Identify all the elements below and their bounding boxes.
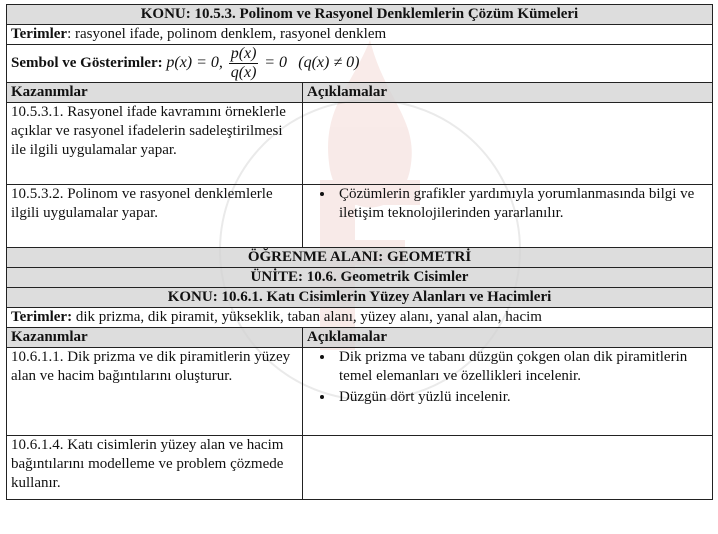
explanation-cell <box>303 185 713 248</box>
column-header-explanations: Açıklamalar <box>303 328 713 348</box>
unit-header: ÜNİTE: 10.6. Geometrik Cisimler <box>7 268 713 288</box>
explanation-cell <box>303 103 713 185</box>
terms-text: : rasyonel ifade, polinom denklem, rasyonel denklem <box>67 26 387 42</box>
symbols-row <box>7 45 713 83</box>
column-header-outcomes: Kazanımlar <box>7 328 303 348</box>
fraction-denominator: q(x) <box>230 64 257 81</box>
learning-area-header: ÖĞRENME ALANI: GEOMETRİ <box>7 248 713 268</box>
outcome-cell: 10.6.1.4. Katı cisimlerin yüzey alan ve hacim bağıntılarını modelleme ve problem çözmede kullanır. <box>7 436 303 500</box>
outcome-cell: 10.5.3.2. Polinom ve rasyonel denklemlerle ilgili uygulamalar yapar. <box>7 185 303 248</box>
outcome-cell: 10.6.1.1. Dik prizma ve dik piramitlerin yüzey alan ve hacim bağıntılarını oluşturur. <box>7 348 303 436</box>
column-header-explanations: Açıklamalar <box>303 83 713 103</box>
curriculum-table <box>6 4 713 500</box>
symbols-label: Sembol ve Gösterimler: <box>11 54 163 71</box>
symbols-fraction <box>229 45 259 82</box>
symbols-eq2: = 0 <box>264 53 287 71</box>
fraction-numerator: p(x) <box>230 45 257 62</box>
terms-row <box>7 308 713 328</box>
symbols-eq1: p(x) = 0, <box>166 53 223 71</box>
explanation-item: • Çözümlerin grafikler yardımıyla yorumlanmasında bilgi ve iletişim teknolojilerinden yararlanılır. <box>335 185 708 223</box>
terms-label: Terimler <box>11 26 68 42</box>
symbols-condition: (q(x) ≠ 0) <box>298 53 360 71</box>
explanation-item: • Dik prizma ve tabanı düzgün çokgen olan dik piramitlerin temel elemanları ve özellikleri incelenir. <box>335 348 708 386</box>
terms-text: dik prizma, dik piramit, yükseklik, taban alanı, yüzey alanı, yanal alan, hacim <box>72 309 542 325</box>
explanation-cell <box>303 348 713 436</box>
column-header-outcomes: Kazanımlar <box>7 83 303 103</box>
explanation-cell <box>303 436 713 500</box>
terms-row <box>7 25 713 45</box>
outcome-cell: 10.5.3.1. Rasyonel ifade kavramını örneklerle açıklar ve rasyonel ifadelerin sadeleştirilmesi ile ilgili uygulamalar yapar. <box>7 103 303 185</box>
topic-header: KONU: 10.6.1. Katı Cisimlerin Yüzey Alanları ve Hacimleri <box>7 288 713 308</box>
explanation-item: • Düzgün dört yüzlü incelenir. <box>335 388 708 407</box>
topic-header: KONU: 10.5.3. Polinom ve Rasyonel Denklemlerin Çözüm Kümeleri <box>7 5 713 25</box>
terms-label: Terimler: <box>11 309 73 325</box>
